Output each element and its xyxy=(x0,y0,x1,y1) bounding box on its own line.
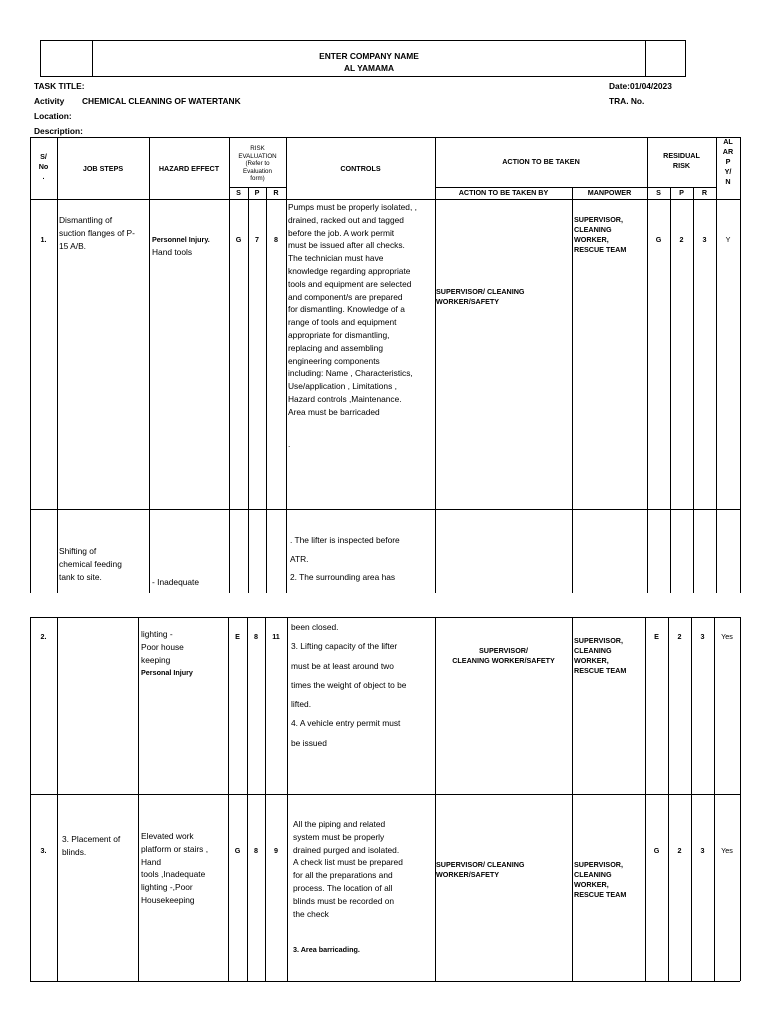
row-1-controls-tail: . xyxy=(288,439,291,449)
col-line-5 xyxy=(266,187,267,593)
t2-col-line-3 xyxy=(228,617,229,981)
row-2-manpower: SUPERVISOR, CLEANING WORKER, RESCUE TEAM xyxy=(574,636,627,675)
row-3-s: G xyxy=(234,846,241,855)
row-2-p: 8 xyxy=(254,632,258,641)
t2-col-line-2 xyxy=(138,617,139,981)
row-3-p: 8 xyxy=(254,846,258,855)
row-3-job-step: 3. Placement of blinds. xyxy=(62,834,121,857)
row-3-r: 9 xyxy=(274,846,278,855)
col-header-action-to-be-taken: ACTION TO BE TAKEN xyxy=(502,157,580,166)
col-header-controls: CONTROLS xyxy=(340,164,381,173)
row-2-r: 11 xyxy=(272,632,280,641)
col-line-3 xyxy=(229,137,230,593)
t2-col-line-5 xyxy=(265,617,266,981)
row-2-hazard-part-a: - Inadequate xyxy=(152,577,200,587)
row-3-controls: All the piping and related system must be properly drained purged and isolated. A check list must be prepared for all the preparations and process. The location of all blinds must be recorded on the check xyxy=(293,819,403,919)
row-2-hazard-bold: Personal Injury xyxy=(141,668,193,677)
row-1-action-by: SUPERVISOR/ CLEANING WORKER/SAFETY xyxy=(436,287,525,306)
col-line-13 xyxy=(740,137,741,593)
col-header-job-steps: JOB STEPS xyxy=(82,164,124,173)
col-line-0 xyxy=(30,137,31,593)
t2-col-line-10 xyxy=(668,617,669,981)
row-2-controls-part-a: . The lifter is inspected before ATR. 2. The surrounding area has xyxy=(290,535,400,582)
col-line-6 xyxy=(286,137,287,593)
company-subtitle: AL YAMAMA xyxy=(343,63,395,73)
activity-value: CHEMICAL CLEANING OF WATERTANK xyxy=(82,96,241,106)
row-1-r: 8 xyxy=(274,235,278,244)
row-1-sno: 1. xyxy=(40,235,47,244)
col-line-8 xyxy=(572,187,573,593)
row-1-residual-p: 2 xyxy=(679,235,684,244)
t2-col-line-1 xyxy=(57,617,58,981)
col-header-s: S xyxy=(236,188,241,197)
row-1-manpower: SUPERVISOR, CLEANING WORKER, RESCUE TEAM xyxy=(574,215,627,254)
col-line-12 xyxy=(716,137,717,593)
row-2-residual-p: 2 xyxy=(677,632,682,641)
col-header-alarp: AL AR P Y/ N xyxy=(722,137,734,186)
row-1-hazard-bold: Personnel Injury. xyxy=(152,235,210,244)
activity-label: Activity xyxy=(34,96,65,106)
task-title-label: TASK TITLE: xyxy=(34,81,85,91)
col-line-11 xyxy=(693,187,694,593)
row-1-residual-s: G xyxy=(655,235,662,244)
row-1-bottom-line xyxy=(30,509,740,510)
description-label: Description: xyxy=(34,126,83,136)
t2-col-line-13 xyxy=(740,617,741,981)
col-header-residual-s: S xyxy=(656,188,661,197)
col-header-p: P xyxy=(254,188,260,197)
row-3-residual-r: 3 xyxy=(700,846,705,855)
table2-row-2-bottom-line xyxy=(30,794,740,795)
row-1-p: 7 xyxy=(255,235,259,244)
row-2-hazard-part-b: lighting - Poor house keeping xyxy=(141,629,184,665)
header-divider-right xyxy=(645,40,646,77)
row-3-residual-p: 2 xyxy=(677,846,682,855)
table-border-top xyxy=(30,137,740,138)
row-1-residual-r: 3 xyxy=(702,235,707,244)
col-line-2 xyxy=(149,137,150,593)
row-1-controls: Pumps must be properly isolated, , drained, racked out and tagged before the job. A work permit must be issued after all checks. The technician must have knowledge regarding appropriate tools and equipment are selected and component/s are prepared for dismantling. Knowledge of a range of tools and equipment appropriate for dismantling, replacing and assembling engineering components including: Name , Characteristics, Use/application , Limitations , Hazard controls ,Maintenance. Area must be barricaded xyxy=(288,202,417,417)
row-3-hazard: Elevated work platform or stairs , Hand tools ,Inadequate lighting -,Poor Housekeeping xyxy=(141,831,209,905)
row-2-action-by: SUPERVISOR/ CLEANING WORKER/SAFETY xyxy=(452,646,555,665)
col-line-10 xyxy=(670,187,671,593)
row-2-s: E xyxy=(235,632,240,641)
row-2-alarp: Yes xyxy=(721,632,733,641)
t2-col-line-4 xyxy=(247,617,248,981)
col-line-1 xyxy=(57,137,58,593)
t2-col-line-8 xyxy=(572,617,573,981)
col-header-residual-risk: RESIDUAL RISK xyxy=(663,151,700,170)
col-line-4 xyxy=(248,187,249,593)
row-1-hazard: Hand tools xyxy=(152,247,193,257)
row-1-alarp: Y xyxy=(725,235,731,244)
row-3-residual-s: G xyxy=(653,846,660,855)
row-3-sno: 3. xyxy=(40,846,47,855)
t2-col-line-12 xyxy=(714,617,715,981)
date-label: Date:01/04/2023 xyxy=(609,81,672,91)
location-label: Location: xyxy=(34,111,72,121)
t2-col-line-11 xyxy=(691,617,692,981)
col-header-action-by: ACTION TO BE TAKEN BY xyxy=(458,188,549,197)
t2-col-line-6 xyxy=(287,617,288,981)
row-2-residual-s: E xyxy=(654,632,659,641)
col-header-risk-evaluation: RISK EVALUATION (Refer to Evaluation form) xyxy=(238,145,277,183)
row-2-job-step: Shifting of chemical feeding tank to site. xyxy=(59,546,122,582)
t2-col-line-7 xyxy=(435,617,436,981)
row-2-controls-part-b: been closed. 3. Lifting capacity of the lifter must be at least around two times the weight of object to be lifted. 4. A vehicle entry permit must be issued xyxy=(291,622,407,748)
col-header-r: R xyxy=(273,188,279,197)
col-header-residual-p: P xyxy=(679,188,684,197)
table2-bottom-line xyxy=(30,981,740,982)
row-1-job-step: Dismantling of suction flanges of P- 15 A/B. xyxy=(59,215,135,251)
row-1-s: G xyxy=(235,235,242,244)
row-3-manpower: SUPERVISOR, CLEANING WORKER, RESCUE TEAM xyxy=(574,860,627,899)
col-header-residual-r: R xyxy=(701,188,708,197)
col-line-9 xyxy=(647,137,648,593)
company-name: ENTER COMPANY NAME xyxy=(319,51,419,61)
col-header-sno: S/ No . xyxy=(38,152,49,181)
row-3-controls-tail: 3. Area barricading. xyxy=(293,945,360,954)
col-header-manpower: MANPOWER xyxy=(587,188,632,197)
col-header-hazard-effect: HAZARD EFFECT xyxy=(158,164,220,173)
row-3-alarp: Yes xyxy=(721,846,733,855)
row-2-residual-r: 3 xyxy=(700,632,705,641)
row-2-sno: 2. xyxy=(40,632,47,641)
row-3-action-by: SUPERVISOR/ CLEANING WORKER/SAFETY xyxy=(436,860,525,879)
tra-number-label: TRA. No. xyxy=(609,96,645,106)
t2-col-line-9 xyxy=(645,617,646,981)
t2-col-line-0 xyxy=(30,617,31,981)
header-bottom-line xyxy=(30,199,740,200)
